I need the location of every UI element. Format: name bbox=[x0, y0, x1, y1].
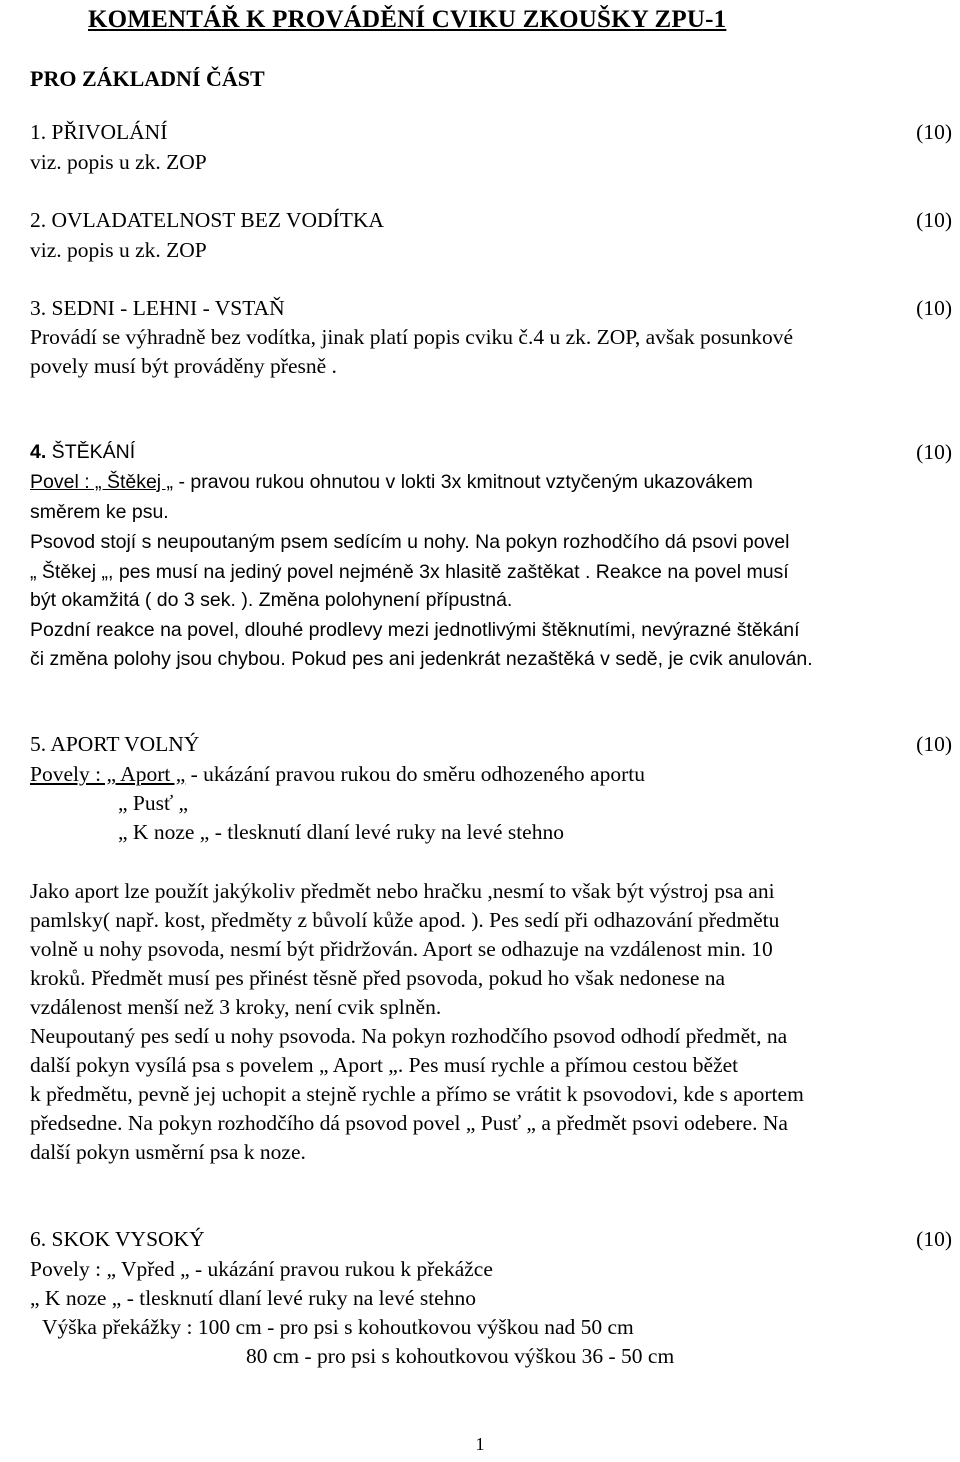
s5-command-2: „ Pusť „ bbox=[118, 791, 189, 815]
s5-para-8: k předmětu, pevně jej uchopit a stejně rychle a přímo se vrátit k psovodovi, kde s aportem bbox=[30, 1082, 804, 1106]
s3-text-2: povely musí být prováděny přesně . bbox=[30, 354, 337, 378]
s1-text: viz. popis u zk. ZOP bbox=[30, 150, 207, 174]
page-number: 1 bbox=[475, 1434, 485, 1454]
s6-text-4: 80 cm - pro psi s kohoutkovou výškou 36 - 50 cm bbox=[246, 1344, 675, 1368]
s5-heading: 5. APORT VOLNÝ bbox=[30, 732, 200, 756]
s4-heading bbox=[30, 438, 954, 467]
section-subtitle: PRO ZÁKLADNÍ ČÁST bbox=[30, 66, 265, 91]
s4-command-label: Povel : „ Štěkej „ bbox=[30, 471, 174, 493]
s2-text: viz. popis u zk. ZOP bbox=[30, 238, 207, 262]
s5-para-7: další pokyn vysílá psa s povelem „ Aport „. Pes musí rychle a přímou cestou běžet bbox=[30, 1053, 739, 1077]
s5-command-3: „ K noze „ - tlesknutí dlaní levé ruky na levé stehno bbox=[118, 820, 564, 844]
s4-command-text: - pravou rukou ohnutou v lokti 3x kmitnout vztyčeným ukazovákem bbox=[173, 471, 753, 493]
s5-para-2: pamlsky( např. kost, předměty z bůvolí kůže apod. ). Pes sedí při odhazování předmětu bbox=[30, 908, 780, 932]
s5-para-3: volně u nohy psovoda, nesmí být přidržován. Aport se odhazuje na vzdálenost min. 10 bbox=[30, 937, 773, 961]
s5-para-5: vzdálenost menší než 3 kroky, není cvik splněn. bbox=[30, 995, 442, 1019]
s4-text-4: „ Štěkej „, pes musí na jediný povel nejméně 3x hlasitě zaštěkat . Reakce na povel musí bbox=[30, 561, 789, 583]
s3-points: (10) bbox=[916, 296, 952, 320]
s5-command-1 bbox=[30, 760, 954, 789]
s2-points: (10) bbox=[916, 208, 952, 232]
s1-heading: 1. PŘIVOLÁNÍ bbox=[30, 120, 168, 144]
s1-points: (10) bbox=[916, 120, 952, 144]
s6-text-3: Výška překážky : 100 cm - pro psi s kohoutkovou výškou nad 50 cm bbox=[42, 1315, 634, 1339]
s6-heading: 6. SKOK VYSOKÝ bbox=[30, 1227, 205, 1251]
s6-text-2: „ K noze „ - tlesknutí dlaní levé ruky na levé stehno bbox=[30, 1286, 476, 1310]
s3-heading: 3. SEDNI - LEHNI - VSTAŇ bbox=[30, 296, 285, 320]
s5-para-4: kroků. Předmět musí pes přinést těsně před psovoda, pokud ho však nedonese na bbox=[30, 966, 726, 990]
s4-text-6: Pozdní reakce na povel, dlouhé prodlevy mezi jednotlivými štěknutími, nevýrazné štěkání bbox=[30, 619, 800, 641]
s5-para-9: předsedne. Na pokyn rozhodčího dá psovod povel „ Pusť „ a předmět psovi odebere. Na bbox=[30, 1111, 788, 1135]
s4-text-5: být okamžitá ( do 3 sek. ). Změna polohynení přípustná. bbox=[30, 589, 513, 611]
s2-heading: 2. OVLADATELNOST BEZ VODÍTKA bbox=[30, 208, 384, 232]
s5-command-1-text: - ukázání pravou rukou do směru odhozeného aportu bbox=[185, 762, 645, 786]
document-title: KOMENTÁŘ K PROVÁDĚNÍ CVIKU ZKOUŠKY ZPU-1 bbox=[88, 6, 727, 33]
s5-command-1-label: Povely : „ Aport „ bbox=[30, 762, 186, 786]
s6-points: (10) bbox=[916, 1227, 952, 1251]
s5-para-6: Neupoutaný pes sedí u nohy psovoda. Na pokyn rozhodčího psovod odhodí předmět, na bbox=[30, 1024, 788, 1048]
s4-text-2: směrem ke psu. bbox=[30, 501, 169, 523]
s5-para-10: další pokyn usměrní psa k noze. bbox=[30, 1140, 306, 1164]
s4-text-3: Psovod stojí s neupoutaným psem sedícím u nohy. Na pokyn rozhodčího dá psovi povel bbox=[30, 531, 790, 553]
s4-text-7: či změna polohy jsou chybou. Pokud pes ani jedenkrát nezaštěká v sedě, je cvik anulován. bbox=[30, 648, 813, 670]
s4-number: 4. bbox=[30, 441, 47, 463]
s5-points: (10) bbox=[916, 732, 952, 756]
s5-para-1: Jako aport lze použít jakýkoliv předmět nebo hračku ,nesmí to však být výstroj psa ani bbox=[30, 879, 775, 903]
s3-text-1: Provádí se výhradně bez vodítka, jinak platí popis cviku č.4 u zk. ZOP, avšak posunkové bbox=[30, 325, 794, 349]
s4-title: ŠTĚKÁNÍ bbox=[46, 441, 136, 463]
s6-text-1: Povely : „ Vpřed „ - ukázání pravou rukou k překážce bbox=[30, 1257, 493, 1281]
s4-command bbox=[30, 468, 954, 497]
s4-points: (10) bbox=[916, 440, 952, 464]
